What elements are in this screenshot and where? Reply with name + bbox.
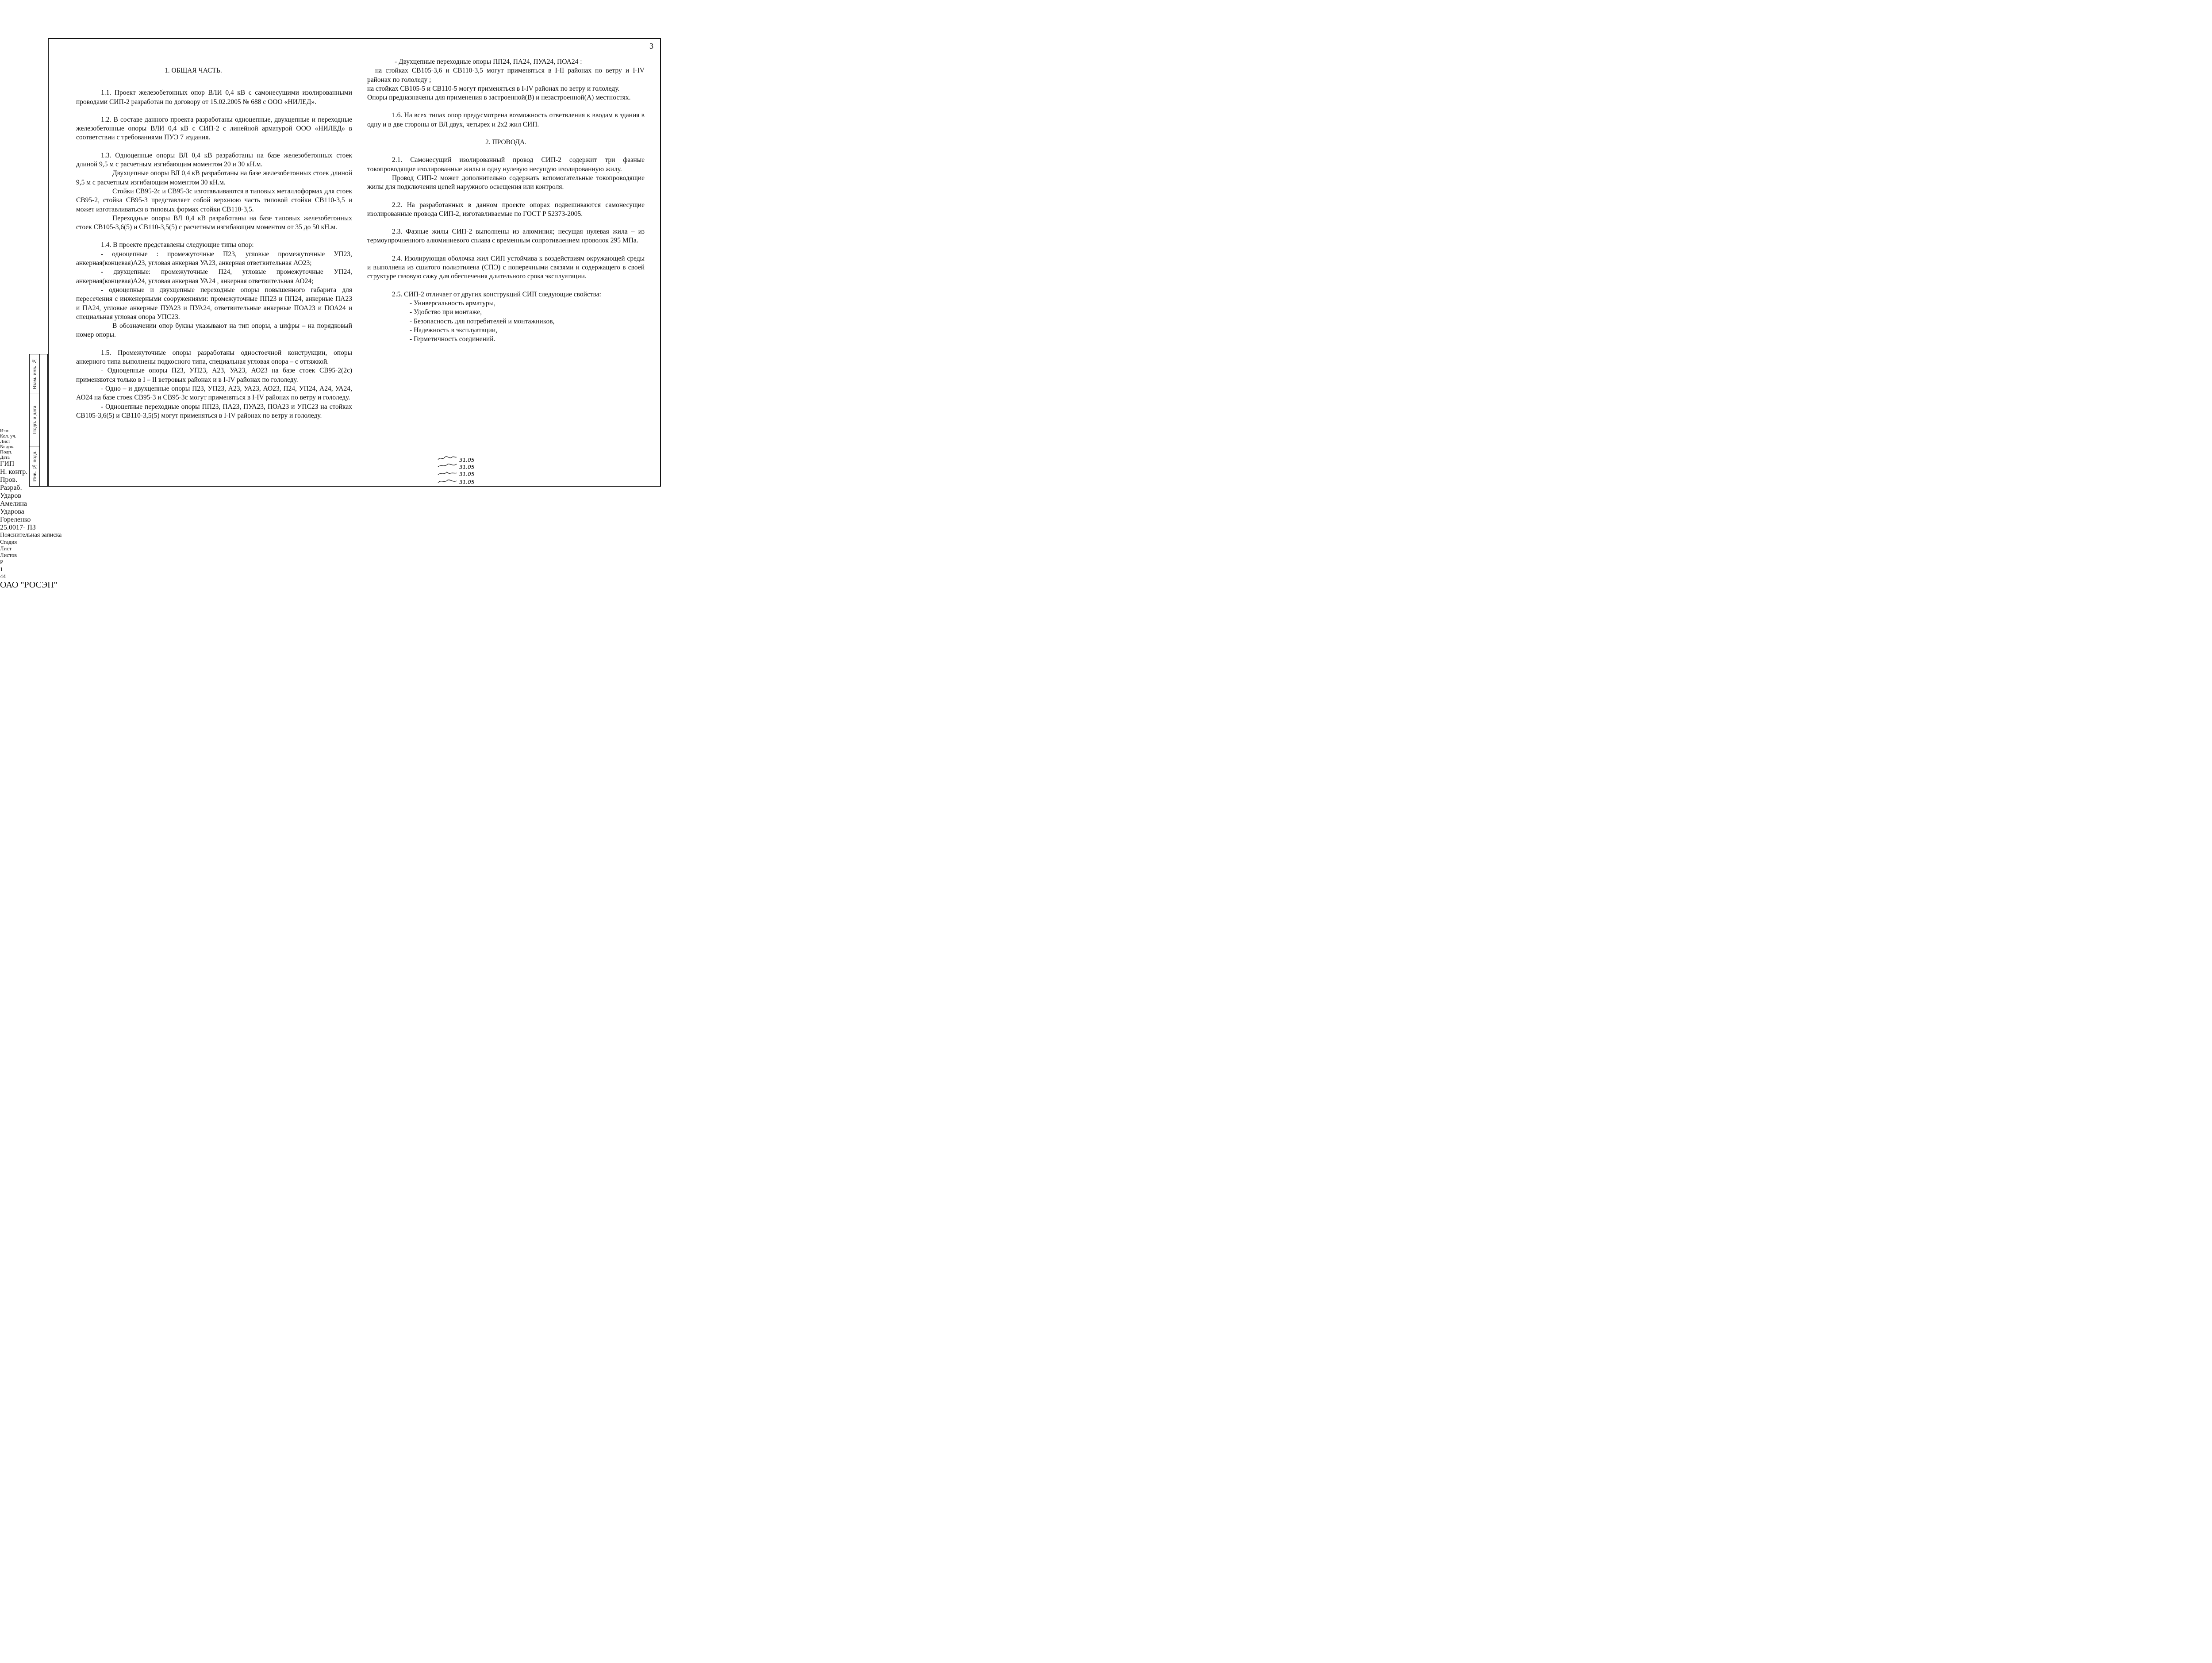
section-heading-1: 1. ОБЩАЯ ЧАСТЬ.	[165, 67, 222, 74]
bullet-item: - Удобство при монтаже,	[410, 308, 482, 316]
paragraph-1-1: 1.1. Проект железобетонных опор ВЛИ 0,4 кВ с самонесущими изолированными проводами СИП-2 разработан по договору от 15.02.2005 № 688 с ООО «НИЛЕД».	[76, 89, 352, 106]
sheet-header: Лист	[0, 545, 12, 552]
bullet-item: - Герметичность соединений.	[410, 335, 495, 343]
inv-podl-label: Инв. № подл.	[31, 450, 38, 482]
tb-role: Разраб.	[0, 484, 22, 492]
tb-name: Ударова	[0, 508, 24, 516]
paragraph-1-4: 1.4. В проекте представлены следующие типы опор:	[101, 241, 254, 249]
tb-header-list: Лист	[0, 439, 11, 445]
paragraph-1-3b: Двухцепные опоры ВЛ 0,4 кВ разработаны на базе железобетонных стоек длиной 9,5 м с расчетным изгибающим моментом 30 кН.м.	[76, 169, 352, 186]
page-number: 3	[649, 42, 653, 50]
organization-name: ОАО "РОСЭП"	[0, 580, 58, 590]
tb-name: Ударов	[0, 492, 21, 500]
tb-header-ndok: № док.	[0, 444, 15, 450]
tb-date: 31.05	[459, 471, 475, 477]
paragraph-1-4c: - одноцепные и двухцепные переходные опоры повышенного габарита для пересечения с инженерными сооружениями: промежуточные ПП23 и ПП24, анкерные ПА23 и ПА24, угловые анкерные ПУА23 и ПУА24, ответвительные анкерные ПОА23 и ПОА24 и специальная угловая опора УПС23.	[76, 286, 352, 321]
right-column	[367, 58, 645, 344]
stage-value: Р	[0, 559, 4, 566]
vzam-inv-label: Взам. инв. №	[31, 358, 38, 390]
tb-role: ГИП	[0, 460, 15, 468]
paragraph-r1: - Двухцепные переходные опоры ПП24, ПА24, ПУА24, ПОА24 :	[395, 58, 582, 65]
paragraph-1-3d: Переходные опоры ВЛ 0,4 кВ разработаны на базе типовых железобетонных стоек СВ105-3,6(5) и СВ110-3,5(5) с расчетным изгибающим моментом от 35 до 50 кН.м.	[76, 214, 352, 231]
paragraph-2-2: 2.2. На разработанных в данном проекте опорах подвешиваются самонесущие изолированные провода СИП-2, изготавливаемые по ГОСТ Р 52373-2005.	[367, 201, 645, 218]
paragraph-1-5a: - Одноцепные опоры П23, УП23, А23, УА23, АО23 на базе стоек СВ95-2(2с) применяются только в I – II ветровых районах и в I-IV районах по гололеду.	[76, 367, 352, 384]
sheets-header: Листов	[0, 552, 17, 559]
paragraph-1-5c: - Одноцепные переходные опоры ПП23, ПА23, ПУА23, ПОА23 и УПС23 на стойках СВ105-3,6(5) и СВ110-3,5(5) могут применяться в I-IV районах по ветру и гололеду.	[76, 403, 352, 419]
side-stamp-divider	[39, 354, 40, 486]
paragraph-1-3c: Стойки СВ95-2с и СВ95-3с изготавливаются в типовых металлоформах для стоек СВ95-2, стойка СВ95-3 представляет собой верхнюю часть типовой стойки СВ110-3,5 и может изготавливаться в типовых формах стойки СВ110-3,5.	[76, 187, 352, 213]
paragraph-2-1a: 2.1. Самонесущий изолированный провод СИП-2 содержит три фазные токопроводящие изолированные жилы и одну нулевую несущую изолированную жилу.	[367, 156, 645, 173]
paragraph-2-4: 2.4. Изолирующая оболочка жил СИП устойчива к воздействиям окружающей среды и выполнена из сшитого полиэтилена (СПЭ) с поперечными связями и содержащего в своей структуре газовую сажу для обеспечения длительного срока эксплуатации.	[367, 254, 645, 280]
tb-header-podp: Подп.	[0, 449, 12, 455]
tb-line	[0, 125, 1, 164]
bullet-item: - Безопасность для потребителей и монтажников,	[410, 317, 555, 325]
tb-line	[0, 0, 288, 1]
tb-date: 31.05	[459, 457, 475, 463]
tb-line	[0, 1, 1, 63]
paragraph-1-3a: 1.3. Одноцепные опоры ВЛ 0,4 кВ разработаны на базе железобетонных стоек длиной 9,5 м с расчетным изгибающим моментом 20 и 30 кН.м.	[76, 151, 352, 169]
section-heading-2: 2. ПРОВОДА.	[485, 138, 527, 146]
paragraph-r2: на стойках СВ105-3,6 и СВ110-3,5 могут применяться в I-II районах по ветру и I-IV районах по гололеду ;	[367, 67, 645, 84]
paragraph-r4: Опоры предназначены для применения в застроенной(В) и незастроенной(А) местностях.	[367, 94, 631, 102]
paragraph-r3: на стойках СВ105-5 и СВ110-5 могут применяться в I-IV районах по ветру и гололеду.	[367, 84, 620, 92]
paragraph-1-4d: В обозначении опор буквы указывают на тип опоры, а цифры – на порядковый номер опоры.	[76, 322, 352, 339]
stage-header: Стадия	[0, 539, 17, 545]
paragraph-2-3: 2.3. Фазные жилы СИП-2 выполнены из алюминия; несущая нулевая жила – из термоупрочненного алюминиевого сплава с временным сопротивлением проволок 295 МПа.	[367, 228, 645, 245]
paragraph-2-1b: Провод СИП-2 может дополнительно содержать вспомогательные токопроводящие жилы для подключения цепей наружного освещения или контроля.	[367, 174, 645, 191]
paragraph-1-5b: - Одно – и двухцепные опоры П23, УП23, А23, УА23, АО23, П24, УП24, А24, УА24, АО24 на базе стоек СВ95-3 и СВ95-3с могут применяться в I-IV районах по ветру и гололеду.	[76, 384, 352, 402]
tb-name: Гореленко	[0, 516, 31, 524]
tb-line	[0, 63, 1, 125]
tb-date: 31.05	[459, 464, 475, 470]
tb-header-data: Дата	[0, 455, 10, 461]
sheet-value: 1	[0, 566, 3, 573]
tb-name: Амелина	[0, 500, 27, 508]
left-column	[76, 66, 352, 420]
tb-header-kol: Кол. уч.	[0, 434, 16, 439]
tb-header-izm: Изм.	[0, 428, 10, 434]
bullet-item: - Надежность в эксплуатации,	[410, 326, 498, 334]
paragraph-2-5: 2.5. СИП-2 отличает от других конструкций СИП следующие свойства:	[392, 290, 601, 298]
tb-date: 31.05	[459, 479, 475, 485]
document-title: Пояснительная записка	[0, 532, 62, 539]
paragraph-1-5: 1.5. Промежуточные опоры разработаны одностоечной конструкции, опоры анкерного типа выполнены подкосного типа, специальная угловая опора – с оттяжкой.	[76, 349, 352, 366]
paragraph-1-4b: - двухцепные: промежуточные П24, угловые промежуточные УП24, анкерная(концевая)А24, угловая анкерная УА24 , анкерная ответвительная АО24;	[76, 268, 352, 285]
podp-data-label: Подп. и дата	[31, 405, 38, 434]
document-code: 25.0017- ПЗ	[0, 524, 36, 532]
paragraph-1-4a: - одноцепные : промежуточные П23, угловые промежуточные УП23, анкерная(концевая)А23, угловая анкерная УА23, анкерная ответвительная АО23;	[76, 250, 352, 267]
side-stamp	[29, 354, 48, 487]
paragraph-1-2: 1.2. В составе данного проекта разработаны одноцепные, двухцепные и переходные железобетонные опоры ВЛИ 0,4 кВ с СИП-2 с линейной арматурой ООО «НИЛЕД» в соответствии с требованиями ПУЭ 7 издания.	[76, 115, 352, 142]
sheets-value: 44	[0, 573, 6, 580]
bullet-item: - Универсальность арматуры,	[410, 299, 495, 307]
signatures-image	[436, 454, 457, 486]
tb-role: Н. контр.	[0, 468, 28, 476]
tb-role: Пров.	[0, 476, 18, 484]
paragraph-1-6: 1.6. На всех типах опор предусмотрена возможность ответвления к вводам в здания в одну и в две стороны от ВЛ двух, четырех и 2х2 жил СИП.	[367, 111, 645, 128]
